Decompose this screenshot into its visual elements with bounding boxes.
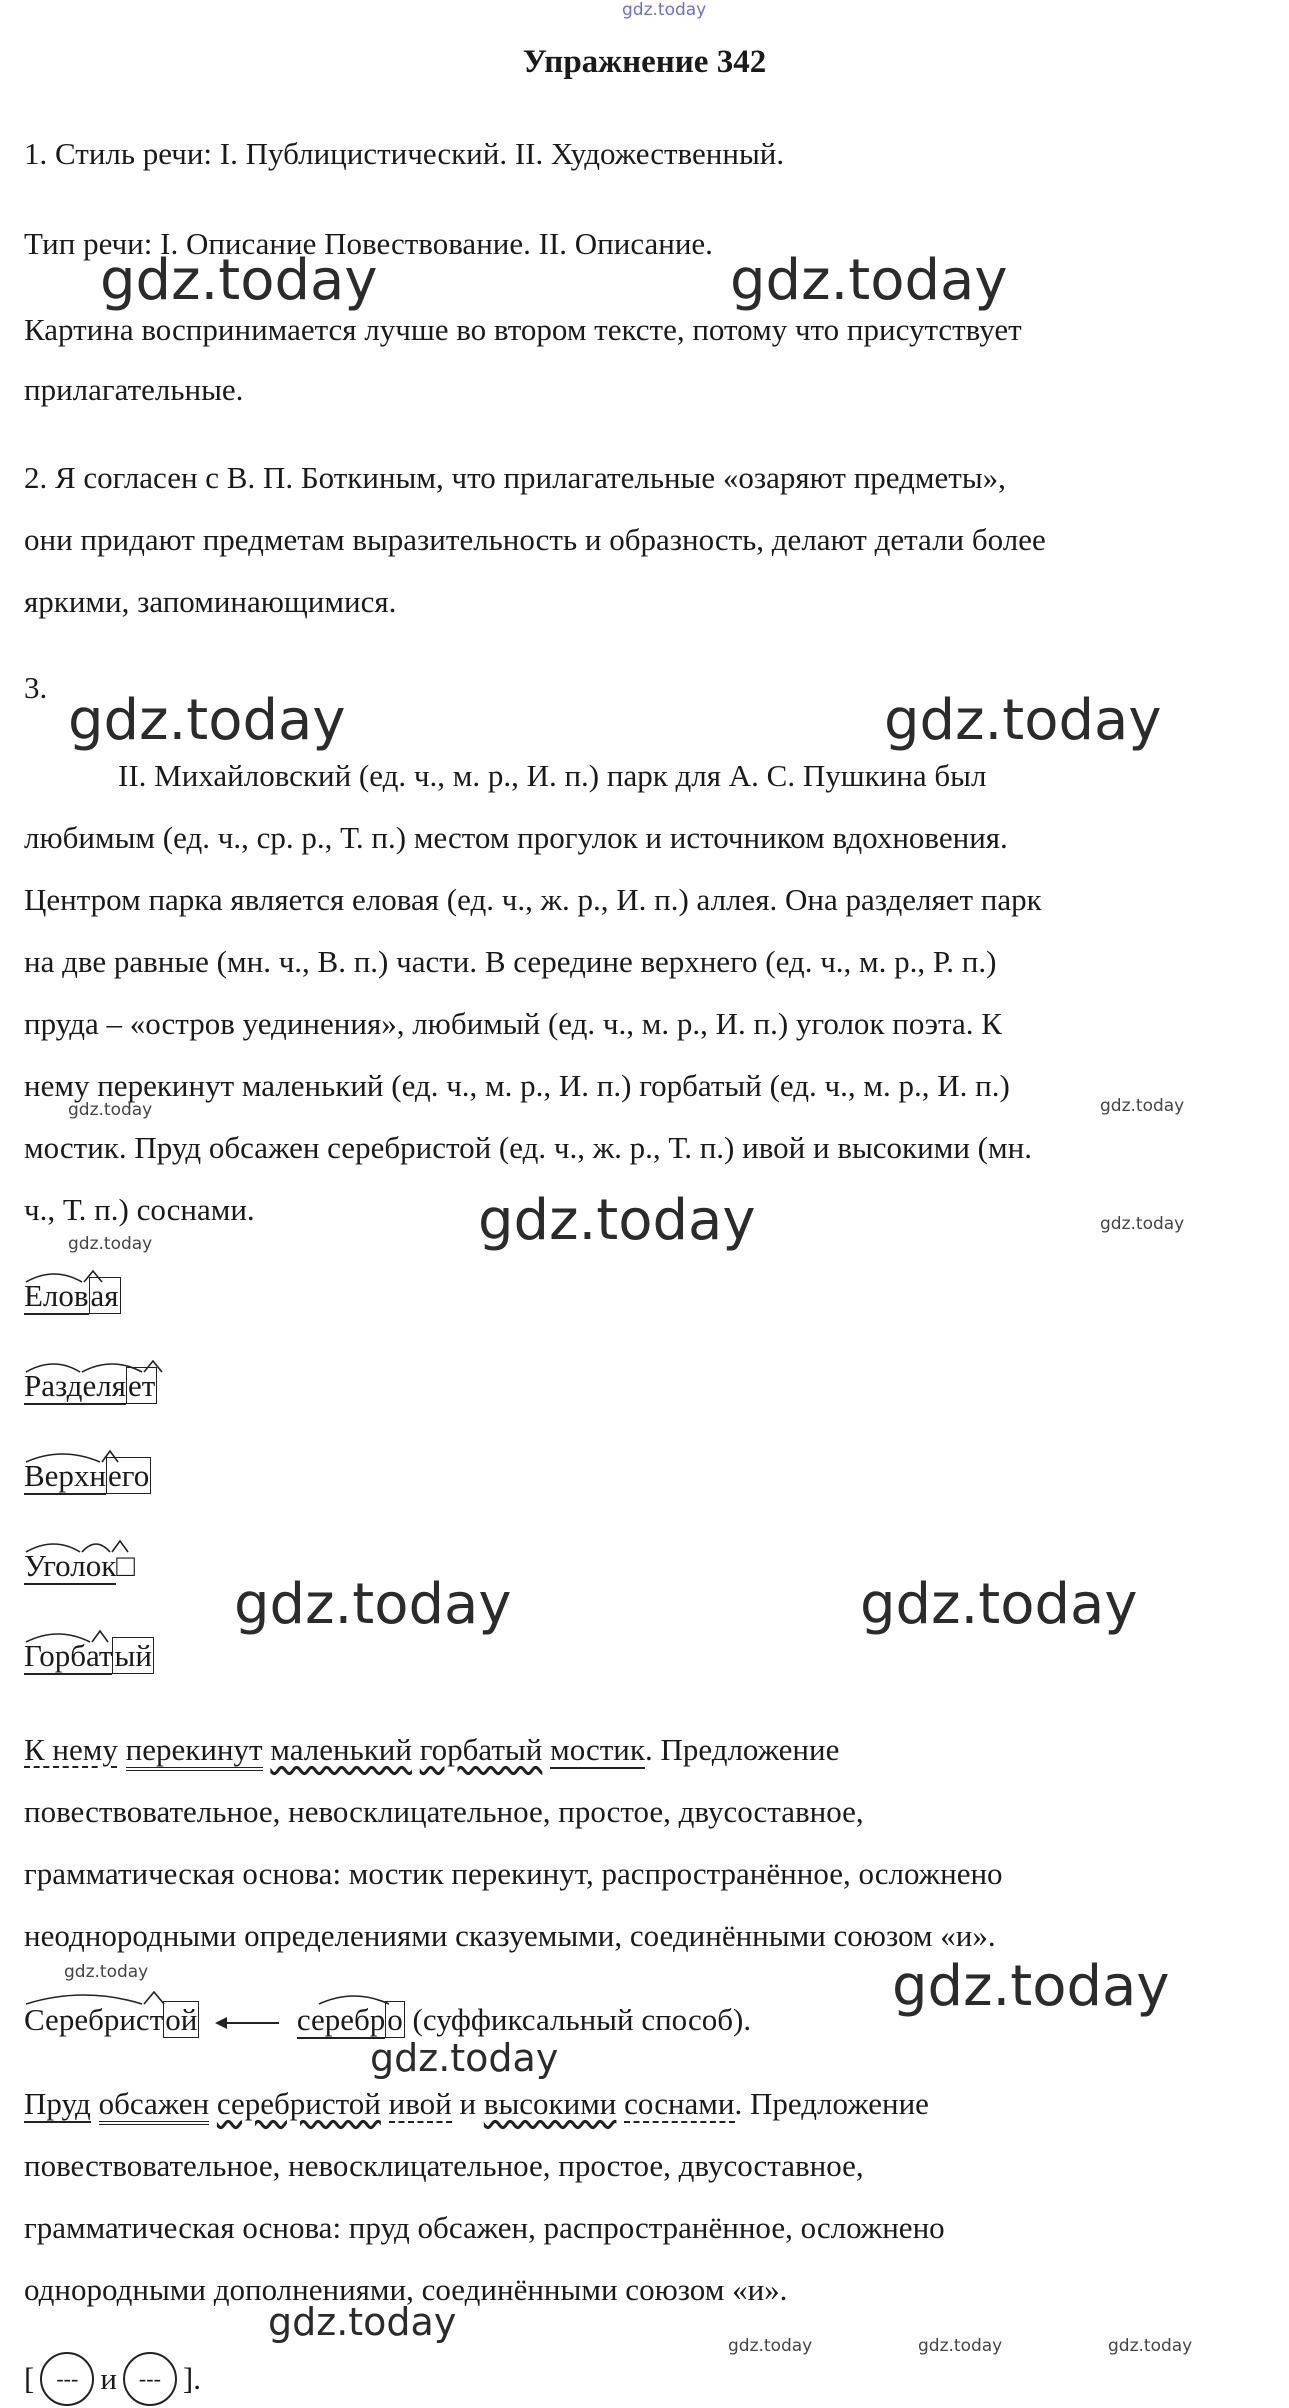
morpheme-arcs (24, 1358, 204, 1378)
sentence2-line3: грамматическая основа: пруд обсажен, распространённое, осложнено (24, 2210, 945, 2245)
derivation-method: (суффиксальный способ). (412, 2002, 752, 2037)
sentence2-line2: повествовательное, невосклицательное, простое, двусоставное, (24, 2148, 864, 2183)
page-title: Упражнение 342 (522, 44, 767, 80)
s1-predicate: перекинут (126, 1732, 263, 1771)
morpheme-arcs (24, 1448, 164, 1468)
watermark: gdz.today (100, 248, 378, 313)
morpheme-word-gorbatyi (24, 1636, 154, 1676)
s2-word: ивой (388, 2086, 452, 2121)
word-ending: □ (116, 1548, 136, 1583)
sentence1-line3: грамматическая основа: мостик перекинут, распространённое, осложнено (24, 1856, 1003, 1891)
word-ending: ый (114, 1638, 152, 1673)
scheme-open-bracket: [ (24, 2361, 35, 2396)
watermark-small: gdz.today (68, 1100, 153, 1120)
watermark: gdz.today (370, 2036, 559, 2080)
p2-line1: 2. Я согласен с В. П. Боткиным, что прилагательные «озаряют предметы», (24, 460, 1006, 495)
scheme-close-bracket: ]. (182, 2361, 201, 2396)
word-stem: Верхн (24, 1458, 107, 1493)
word-ending: ет (127, 1368, 156, 1403)
derived-word-stem: Серебрист (24, 2002, 164, 2037)
type-of-speech: Тип речи: I. Описание Повествование. II. Описание. (24, 226, 713, 261)
morpheme-word-elovaya (24, 1276, 121, 1316)
word-stem: Разделя (24, 1368, 126, 1403)
watermark-small: gdz.today (918, 2336, 1003, 2356)
p1-line1: Картина воспринимается лучше во втором тексте, потому что присутствует (24, 312, 1022, 347)
morpheme-word-ugolok (24, 1546, 135, 1586)
word-ending: ая (90, 1278, 119, 1313)
s1-rest: . Предложение (644, 1732, 840, 1767)
word-stem: Елов (24, 1278, 89, 1313)
p3-line: нему перекинут маленький (ед. ч., м. р., И. п.) горбатый (ед. ч., м. р., И. п.) (24, 1068, 1010, 1103)
watermark: gdz.today (892, 1954, 1170, 2019)
sentence-scheme (24, 2352, 201, 2406)
word-ending: его (108, 1458, 150, 1493)
root-arc (24, 1268, 144, 1288)
p3-line: II. Михайловский (ед. ч., м. р., И. п.) парк для А. С. Пушкина был (118, 758, 987, 793)
watermark: gdz.today (478, 1188, 756, 1253)
watermark: gdz.today (234, 1572, 512, 1637)
p2-line3: яркими, запоминающимися. (24, 584, 397, 619)
s1-word: К нему (24, 1732, 118, 1767)
watermark: gdz.today (884, 688, 1162, 753)
scheme-circle (40, 2352, 94, 2406)
p3-line: Центром парка является еловая (ед. ч., ж. р., И. п.) аллея. Она разделяет парк (24, 882, 1042, 917)
sentence1-line1 (24, 1730, 839, 1770)
morpheme-word-verkhnego (24, 1456, 151, 1496)
sentence2-line1 (24, 2084, 929, 2124)
watermark-top: gdz.today (622, 0, 707, 20)
sentence1-line2: повествовательное, невосклицательное, простое, двусоставное, (24, 1794, 864, 1829)
s2-word: серебристой (216, 2086, 381, 2121)
watermark-small: gdz.today (1108, 2336, 1193, 2356)
s2-word: соснами (624, 2086, 735, 2121)
word-stem: Уголок (24, 1548, 117, 1583)
scheme-circle (123, 2352, 177, 2406)
s1-subject: мостик (550, 1732, 645, 1767)
morpheme-word-razdelyaet (24, 1366, 157, 1406)
p3-number: 3. (24, 670, 48, 705)
derived-word-ending: ой (165, 2002, 198, 2037)
word-stem: Горбат (24, 1638, 113, 1673)
watermark: gdz.today (268, 2300, 457, 2344)
s2-subject: Пруд (24, 2086, 91, 2121)
morpheme-arcs (24, 1538, 164, 1558)
source-word-stem: серебр (296, 2002, 386, 2037)
s2-word: высокими (483, 2086, 617, 2121)
watermark: gdz.today (860, 1572, 1138, 1637)
s2-and: и (459, 2086, 477, 2121)
watermark: gdz.today (730, 248, 1008, 313)
scheme-and: и (100, 2361, 117, 2396)
scheme-circle-label: --- (56, 2366, 79, 2391)
p3-line: пруда – «остров уединения», любимый (ед. ч., м. р., И. п.) уголок поэта. К (24, 1006, 1002, 1041)
s1-word: маленький (270, 1732, 412, 1767)
watermark-small: gdz.today (1100, 1214, 1185, 1234)
s2-rest: . Предложение (734, 2086, 929, 2121)
sentence1-line4: неоднородными определениями сказуемыми, соединёнными союзом «и». (24, 1918, 996, 1953)
p3-line: ч., Т. п.) соснами. (24, 1192, 255, 1227)
arrow-left-icon (213, 2013, 283, 2033)
s2-predicate: обсажен (99, 2086, 210, 2125)
derivation-arcs (24, 1988, 424, 2010)
watermark-small: gdz.today (728, 2336, 813, 2356)
p3-line: мостик. Пруд обсажен серебристой (ед. ч., ж. р., Т. п.) ивой и высокими (мн. (24, 1130, 1032, 1165)
s1-word: горбатый (419, 1732, 543, 1767)
source-word-ending: о (387, 2002, 403, 2037)
morpheme-arcs (24, 1628, 184, 1648)
p3-line: на две равные (мн. ч., В. п.) части. В середине верхнего (ед. ч., м. р., Р. п.) (24, 944, 997, 979)
watermark-small: gdz.today (68, 1234, 153, 1254)
watermark: gdz.today (68, 688, 346, 753)
p1-line2: прилагательные. (24, 372, 244, 407)
p3-line: любимым (ед. ч., ср. р., Т. п.) местом прогулок и источником вдохновения. (24, 820, 1008, 855)
watermark-small: gdz.today (64, 1962, 149, 1982)
sentence2-line4: однородными дополнениями, соединёнными союзом «и». (24, 2272, 788, 2307)
scheme-circle-label: --- (138, 2366, 161, 2391)
p2-line2: они придают предметам выразительность и образность, делают детали более (24, 522, 1046, 557)
watermark-small: gdz.today (1100, 1096, 1185, 1116)
style-of-speech: 1. Стиль речи: I. Публицистический. II. Художественный. (24, 136, 785, 171)
